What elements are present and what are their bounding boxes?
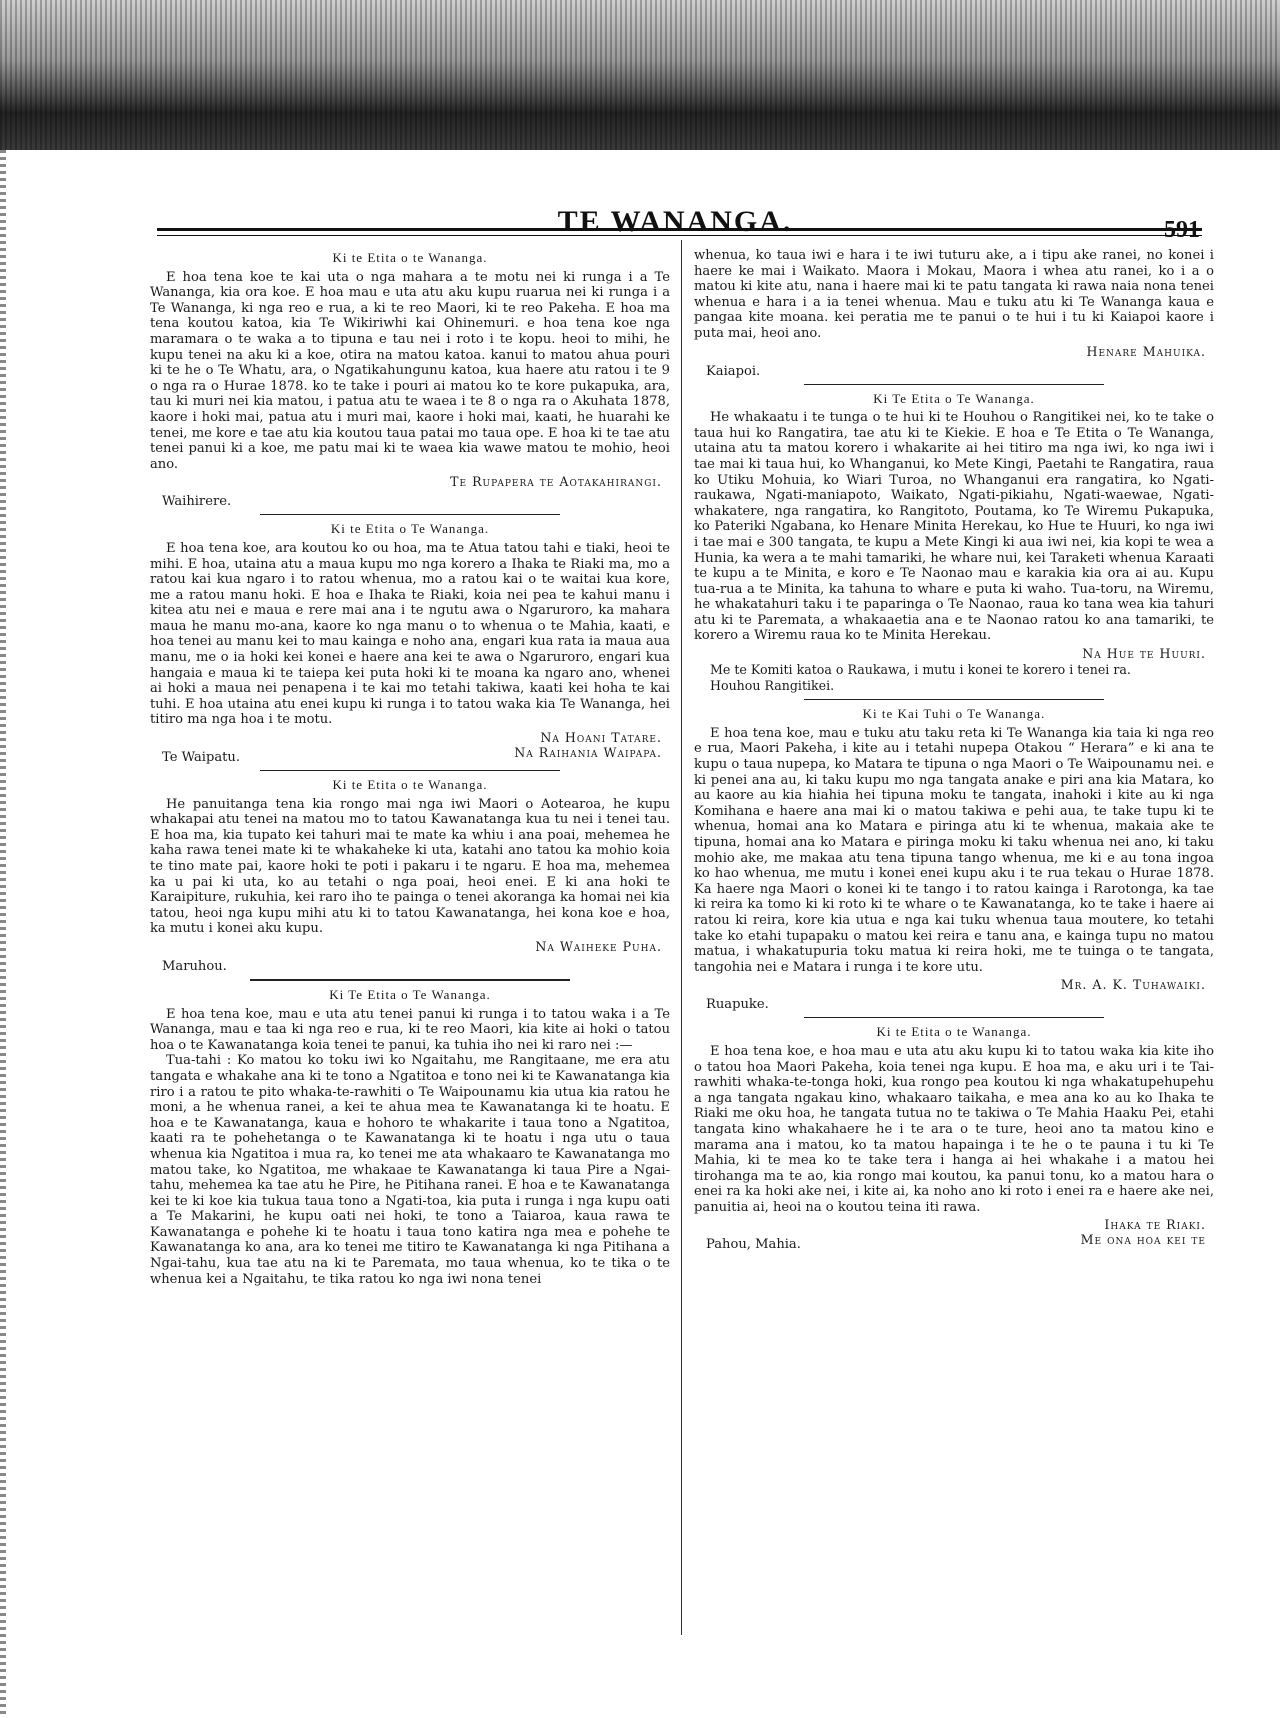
letter-signature: Mr. A. K. Tuhawaiki. [1060, 977, 1206, 993]
letter-place: Maruhou. [162, 958, 227, 974]
letter-body: whenua, ko taua iwi e hara i te iwi tuturu ake, a i tipu ake ranei, no konei i haere ke mai i Waikato. Maora i Mokau, Maora i whea atu ranei, ko i a o matou ki kite atu, nana i haere mai ki te patu tangata ki rawa naia nona tenei whenua e hara i a ia tenei whenua. Mau e tuku atu ki Te Wananga kaua e pangaa kite moana. kei peratia me te panui o te hui i tu ki Kaiapoi kaore i puta mai, heoi ano. [694, 248, 1214, 341]
letter-5 [694, 248, 1214, 378]
letter-4 [150, 987, 670, 1287]
letter-heading: Ki te Etita o te Wananga. [332, 777, 488, 793]
letter-note: Me te Komiti katoa o Raukawa, i mutu i konei te korero i tenei ra. [710, 662, 1131, 678]
section-divider [250, 979, 570, 981]
letter-2 [150, 521, 670, 764]
letter-signoff [150, 939, 670, 973]
letter-place: Ruapuke. [706, 997, 769, 1013]
letter-heading: Ki te Etita o te Wananga. [876, 1024, 1032, 1040]
right-column [694, 248, 1214, 1257]
letter-intro: E hoa tena koe, mau e uta atu tenei panui ki runga i to tatou waka i a Te Wananga, mau e taa ki nga reo e rua, ki te reo Maori, kia kite ai hoki o tatou hoa o te Kawanatanga koia tenei te panui, ka tuhia iho nei ki raro nei :— [150, 1006, 670, 1053]
page-header [150, 205, 1200, 245]
letter-body: Tua-tahi : Ko matou ko toku iwi ko Ngaitahu, me Rangitaane, me era atu tangata e whakahe ana ki te tono a Ngatitoa e tono nei ki te Kawanatanga kia riro i a ratou te pito whaka-te-rawhiti o Te Waipounamu kia utua kia ratou he moni, a he whenua ranei, a kei te ahua mea te Kawanatanga ki te hoatu. E hoa e te Kawanatanga, kaua e hohoro te whakarite i taua tono a Ngatitoa, kaati ra te pohehetanga o te Kawanatanga ki te hoatu i nga utu o taua whenua kia Ngatitoa i mua ra, ko tenei me ata whakaaro te Kawanatanga mo matou take, ko Ngatitoa, me whakaae te Kawanatanga ki taua Pire a Ngai-tahu, mehemea ka tae atu he Pire, he Pitihana ranei. E hoa e te Kawanatanga kei te ki koe kia tukua taua tono a Ngati-toa, kia puta i runga i nga kupu oati a Te Makarini, he kupu oati nei hoki, te tono a Taiaroa, kaua rawa te Kawanatanga e pohehe ki te hoatu i taua tono katira nga mea e pohehe te Kawanatanga ko ana, ara ko tenei me titiro te Kawanatanga ki nga Pitihana a Ngai-tahu, kua tae atu na ki te Paremata, mo taua whenua, ko te tika o te whenua kei a Ngaitahu, te tika ratou ko nga iwi nona tenei [150, 1053, 670, 1287]
section-divider [260, 514, 560, 515]
letter-signoff [150, 474, 670, 508]
left-column [150, 248, 670, 1293]
letter-signoff [694, 1217, 1214, 1251]
section-divider [804, 384, 1104, 385]
letter-body: E hoa tena koe, e hoa mau e uta atu aku kupu ki to tatou waka kia kite iho o tatou hoa Maori Pakeha, koia tenei nga kupu. E hoa ma, e aku uri i te Tai-rawhiti whaka-te-tonga hoki, kua rongo pea koutou ki nga whakatupehupehu a nga tangata ngakau kino, whakaaro taikaha, e mea ana ko au ko Ihaka te Riaki me oku hoa, he tangata tutua no te takiwa o Te Mahia Haaku Pei, etahi tangata kino whakahaere he i te ara o te ture, heoi ano ta matou kino e marama ana i matou, ko ta matou hapainga i te he o te pauna i tu ki Te Mahia, ki te mea ko te take tera i hanga ai hei whakahe i a matou hei tirohanga ma te ao, kia rongo mai koutou, ka panui tonu, ko a matou hara o enei ra ka hoki ake nei, i kite ai, ka noho ano ki roto i enei ra e haere ake nei, panuitia ai, heoi na o koutou teina iti rawa. [694, 1043, 1214, 1215]
letter-place: Kaiapoi. [706, 363, 761, 379]
letter-1 [150, 250, 670, 508]
letter-heading: Ki te Etita o Te Wananga. [330, 521, 490, 537]
letter-place: Houhou Rangitikei. [710, 677, 835, 693]
letter-signoff [150, 730, 670, 764]
letter-heading: Ki te Etita o te Wananga. [332, 250, 488, 265]
letter-body: He panuitanga tena kia rongo mai nga iwi Maori o Aotearoa, he kupu whakapai atu tenei na matou mo to tatou Kawanatanga kua tu nei i tenei tau. E hoa ma, kia tupato kei tahuri mai te mate ka whiu i ana poai, mehemea he kaha rawa tenei mate ki te whakaheke ki uta, katahi ano tatou ka mohio koia te tino mate pai, kaore hoki te poti i pakaru i te ngaru. E hoa ma, mehemea ka u pai ki uta, ko au tetahi o nga poai, heoi enei. E ki ana hoki te Karaipiture, rukuhia, kei raro iho te painga o tenei akoranga ka homai nei kia tatou, heoi nga kupu mihi atu ki to tatou Kawanatanga, hei kona koe e hoa, ka mutu i konei aku kupu. [150, 796, 670, 937]
letter-signature: Na Hue te Huuri. [1082, 646, 1206, 662]
letter-place: Waihirere. [162, 494, 232, 510]
letter-body: He whakaatu i te tunga o te hui ki te Houhou o Rangitikei nei, ko te take o taua hui ko Rangatira, tae atu ki te Kiekie. E hoa e Te Etita o Te Wananga, utaina atu ta matou korero i whakarite ai hei titiro ma nga iwi, ko nga iwi i tae mai ki taua hui, ko Whanganui, ko Mete Kingi, Paetahi te Rangatira, raua ko Utiku Mohuia, ko Wiari Turoa, no Whanganui era rangatira, ko Ngati-raukawa, Ngati-maniapoto, Waikato, Ngati-pikiahu, Ngati-waewae, Ngati-whakatere, nga rangatira, ko Rangitoto, Poutama, ko Te Wiremu Pukapuka, ko Pateriki Ngabana, ko Henare Minita Herekau, ko Hue te Huuri, ko nga iwi i tae mai e 300 tangata, te kupu a Mete Kingi ki aua iwi nei, kia kopi te wea a Hunia, ka wera a te mahi tamariki, he whare nui, kei Taraketi whenua Karaati te kupu a te Minita, e koro e Te Naonao mau e karakia kia ora ai au. Kupu tua-rua a te Minita, ka tahuna to whare e puta ki waho. Tua-toru, na Wiremu, he whakatahuri taku i te paparinga o Te Naonao, raua ko tana wea kia tahuri atu ki te Paremata, a whakaaetia ana e te Naonao ratou ko ana tamariki, te korero a Wiremu raua ko te Minita Herekau. [694, 410, 1214, 644]
letter-body: E hoa tena koe, ara koutou ko ou hoa, ma te Atua tatou tahi e tiaki, heoi te mihi. E hoa, utaina atu a maua kupu mo nga korero a Ihaka te Riaki ma, mo a ratou kai kua ngaro i to ratou whenua, mo a ratou kai o te waitai kua kore, me a ratou manu hoki. E hoa e Ihaka te Riaki, koia nei pea te kahui manu i kitea atu nei e maua e rere mai ana i te ngutu awa o Ngaruroro, ka mahara maua he manu mo-ana, kaore ko nga manu o to whenua o te Mahia, kaati, e hoa tenei au manu kei to mau kainga e noho ana, engari kua rata ia maua aua manu, me o ia hoki kei konei e haere ana kei te awa o Ngaruroro, engari kua hangaia e maua ki te taiepa kei puta hoki ki te moana ka ngaro ano, whenei ai hoki a maua nei penapena i te kai mo tetahi takiwa, kaati kei hoha te kai tuhi. E hoa utaina atu enei kupu ki runga i to tatou waka kia Te Wananga, hei titiro ma nga hoa i te motu. [150, 540, 670, 728]
letter-signoff [694, 977, 1214, 1011]
page-number: 591 [1164, 217, 1200, 243]
column-rule [681, 240, 682, 1635]
masthead: TE WANANGA. [557, 205, 793, 238]
letter-signature: Ihaka te Riaki. [1104, 1217, 1206, 1233]
letter-8 [694, 1024, 1214, 1251]
section-divider [804, 1017, 1104, 1018]
letter-place: Pahou, Mahia. [706, 1237, 801, 1253]
header-rule [157, 228, 1202, 236]
section-divider [804, 699, 1104, 700]
letter-signature: Te Rupapera te Aotakahirangi. [450, 474, 662, 490]
letter-heading: Ki Te Etita o Te Wananga. [873, 390, 1035, 406]
letter-signature: Me ona hoa kei te [1080, 1232, 1206, 1248]
letter-signature: Na Waiheke Puha. [535, 938, 662, 954]
letter-signoff [694, 344, 1214, 378]
letter-body: E hoa tena koe, mau e tuku atu taku reta ki Te Wananga kia taia ki nga reo e rua, Maori Pakeha, i kite au i tetahi nupepa Otakou “ Herara” e ki ana te kupu o taua nupepa, ko Matara te tipuna o nga Maori o Te Waipounamu nei. e ki penei ana au, ki taku kupu mo nga tangata anake e piri ana kia Matara, ko au kaore au kia hiahia hei tipuna moku te tangata, inahoki i kite au ki nga Komihana e haere ana mai ki o matou takiwa e pehi aua, te take tupu ki te whenua, homai ana ko Matara e piringa atu ki te whenua, makaia ake te tipuna, homai ana ko Matara e piringa moku ki taku whenua nei ano, ki taku mohio ake, me makaa atu tena tipuna tango whenua, me ki e au tona ingoa ko hao whenua, me mutu i konei enei kupu aku i te rua tekau o Hurae 1878. Ka haere nga Maori o konei ki te tango i to ratou kainga i Rarotonga, ka tae ki reira ka tomo ki ki roto ki te whare o te Kawanatanga, ko te take i haere ai ratou ki reira, kore kia utua e nga kai tuku whenua taua moutere, ko tetahi take ko etahi tupapaku o matou kei reira e tanu ana, e kainga tupu no matou matua, i whakatupuria toku matua ki reira hoki, me te tuinga o te tangata, tangohia nei e Matara i runga i te kore utu. [694, 725, 1214, 975]
scan-edge [0, 150, 6, 1718]
letter-signature: Na Raihania Waipapa. [514, 745, 662, 761]
letter-signature: Henare Mahuika. [1086, 343, 1206, 359]
letter-6 [694, 391, 1214, 694]
scan-noise-band [0, 0, 1280, 150]
letter-heading: Ki Te Etita o Te Wananga. [329, 986, 491, 1002]
section-divider [260, 770, 560, 771]
letter-signoff [694, 646, 1214, 662]
letter-heading: Ki te Kai Tuhi o Te Wananga. [862, 706, 1046, 722]
letter-3 [150, 777, 670, 973]
letter-place: Te Waipatu. [162, 750, 240, 766]
letter-7 [694, 706, 1214, 1011]
letter-body: E hoa tena koe te kai uta o nga mahara a te motu nei ki runga i a Te Wananga, kia ora koe. E hoa mau e uta atu aku kupu ruarua nei ki runga i a Te Wananga, ki nga reo e rua, a ki te reo Maori, ki te reo Pakeha. E hoa ma tena koutou katoa, kia Te Wikiriwhi kai Ohinemuri. e hoa tena koe nga maramara o te waka a to tipuna e tau nei i roto i te kopu. heoi to mihi, he kupu tenei na aku ki a koe, otira na matou katoa. kanui to matou ahua pouri ki te he o Te Whatu, ara, o Ngatikahungunu katoa, kua haere atu ratou i te 9 o nga ra o Hurae 1878. ko te take i pouri ai matou ko te kore pukapuka, ara, tau ki muri nei kia matou, i patua atu te waea i te 8 o nga ra o Akuhata 1878, kaore i hoki mai, patua atu i muri mai, kaore i hoki mai, kaati, he huarahi ke tenei, me kore e tae atu kia koutou taua patai mo taua ope. E hoa ki te tae atu tenei panui ki a koe, me patu mai ki te waea kia wawe matou te mohio, heoi ano. [150, 269, 670, 472]
letter-signature: Na Hoani Tatare. [540, 730, 662, 746]
